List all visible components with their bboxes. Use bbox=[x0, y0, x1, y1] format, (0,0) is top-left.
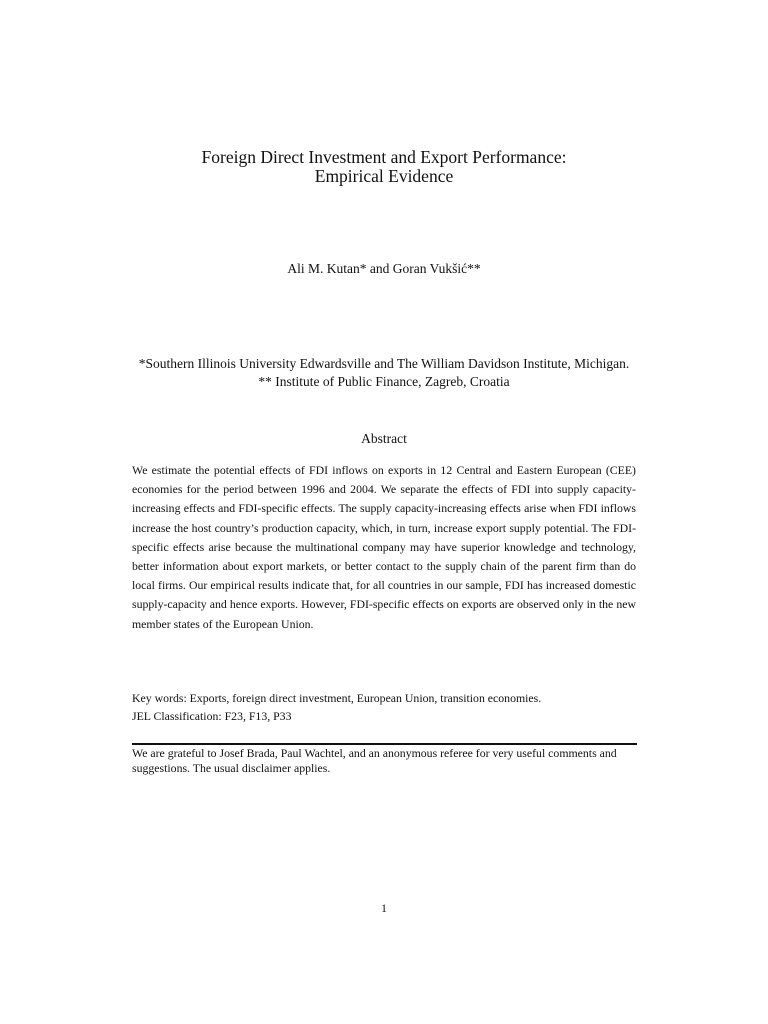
affiliation-1: *Southern Illinois University Edwardsville and The William Davidson Institute, Michigan. bbox=[138, 356, 630, 371]
paper-title bbox=[0, 148, 768, 186]
jel-classification: JEL Classification: F23, F13, P33 bbox=[132, 709, 292, 723]
footnote-divider bbox=[132, 743, 637, 745]
title-line-1: Foreign Direct Investment and Export Performance: bbox=[201, 147, 567, 167]
affiliation-2: ** Institute of Public Finance, Zagreb, Croatia bbox=[258, 374, 510, 389]
abstract-text: We estimate the potential effects of FDI inflows on exports in 12 Central and Eastern European (CEE) economies for the period between 1996 and 2004. We separate the effects of FDI into supply capacity-increasing effects and FDI-specific effects. The supply capacity-increasing effects arise when FDI inflows increase the host country’s production capacity, which, in turn, increase export supply potential. The FDI-specific effects arise because the multinational company may have superior knowledge and technology, better information about export markets, or better contact to the supply chain of the parent firm than do local firms. Our empirical results indicate that, for all countries in our sample, FDI has increased domestic supply-capacity and hence exports. However, FDI-specific effects on exports are observed only in the new member states of the European Union. bbox=[132, 463, 636, 631]
keywords-line: Key words: Exports, foreign direct investment, European Union, transition economies. bbox=[132, 691, 542, 705]
page-number: 1 bbox=[381, 903, 387, 915]
abstract-heading: Abstract bbox=[361, 431, 407, 446]
author-names: Ali M. Kutan* and Goran Vukšić** bbox=[287, 261, 481, 276]
acknowledgement-footnote: We are grateful to Josef Brada, Paul Wachtel, and an anonymous referee for very useful comments and suggestions. The usual disclaimer applies. bbox=[132, 746, 617, 775]
keywords-block bbox=[132, 689, 636, 725]
author-affiliations bbox=[132, 355, 636, 391]
title-line-2: Empirical Evidence bbox=[314, 166, 454, 186]
